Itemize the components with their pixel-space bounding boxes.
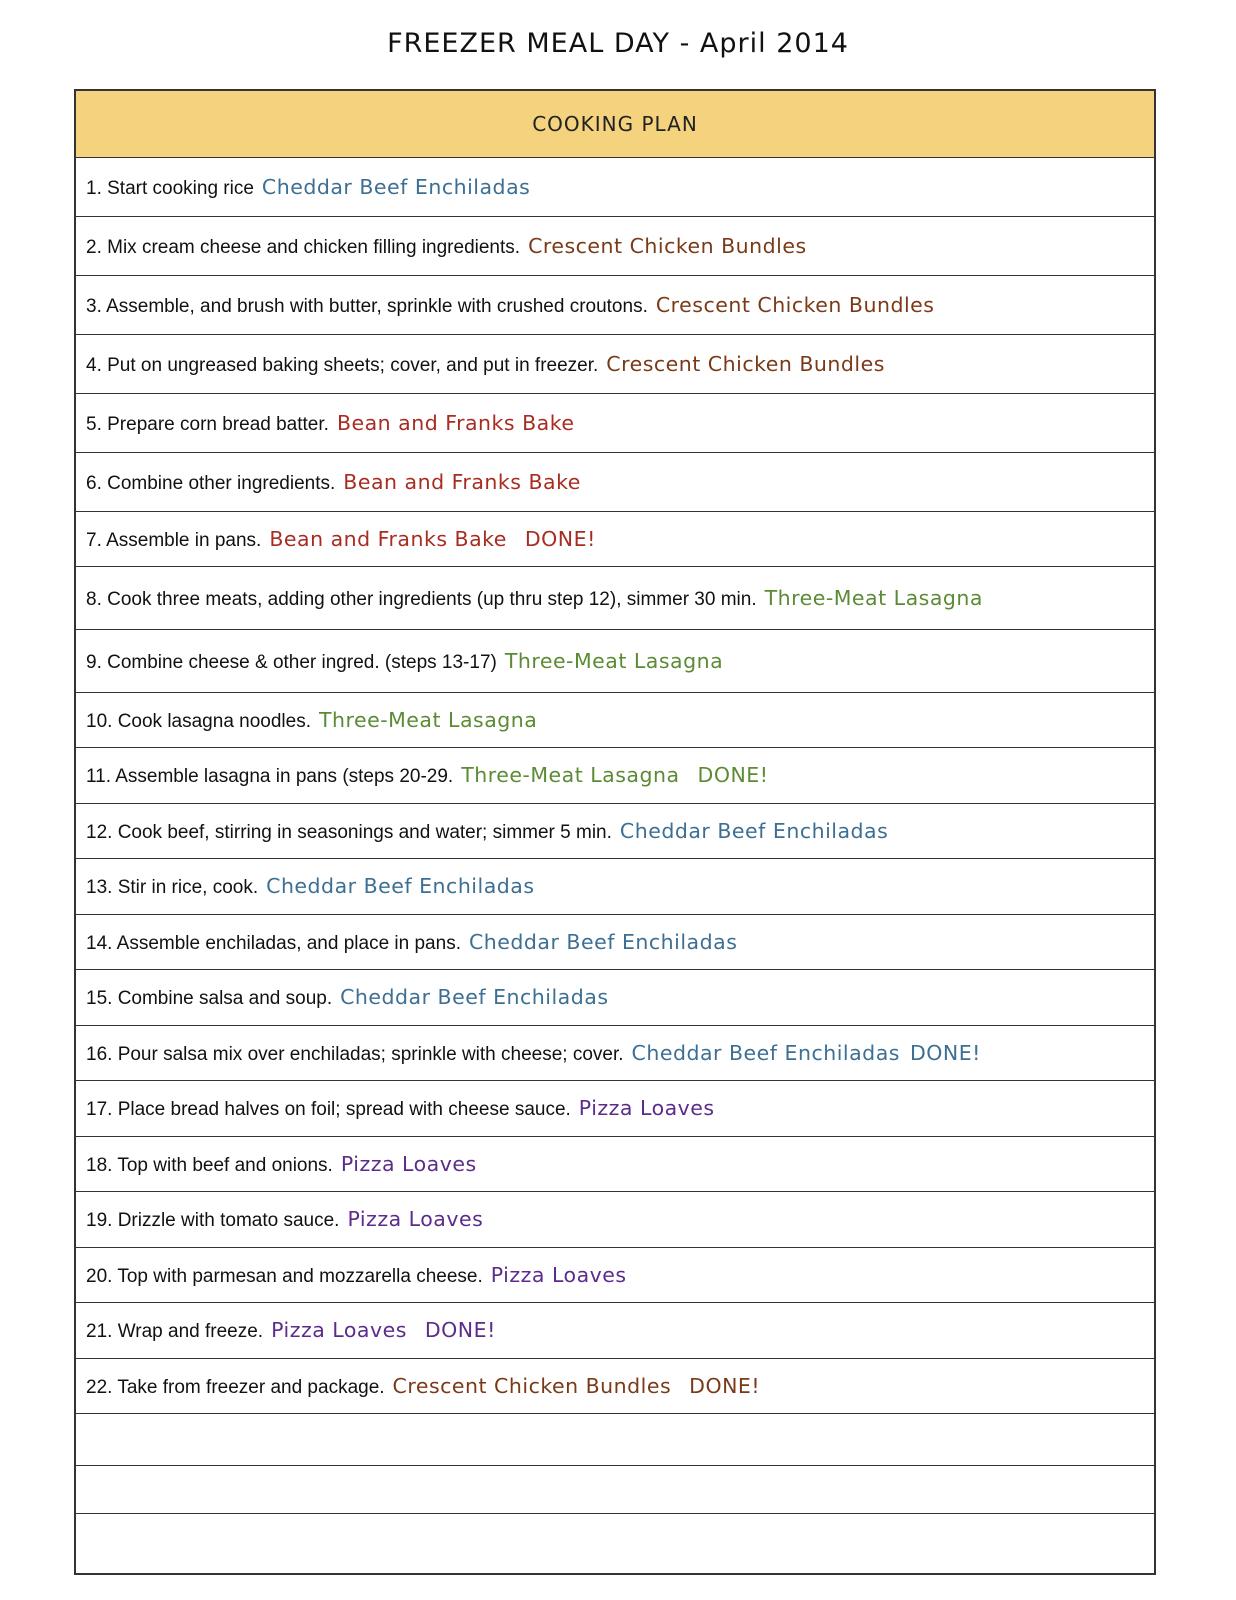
table-row xyxy=(75,1081,1155,1137)
table-header: COOKING PLAN xyxy=(75,90,1155,158)
table-row xyxy=(75,335,1155,394)
step-text: 5. Prepare corn bread batter. xyxy=(86,413,329,435)
step-text: 19. Drizzle with tomato sauce. xyxy=(86,1210,340,1231)
table-row xyxy=(75,394,1155,453)
step-text: 11. Assemble lasagna in pans (steps 20-29. xyxy=(86,766,454,787)
table-row xyxy=(75,915,1155,970)
step-cell xyxy=(75,217,1155,276)
recipe-tag: Pizza Loaves xyxy=(340,1151,477,1176)
recipe-tag: Three-Meat Lasagna xyxy=(764,585,983,610)
recipe-tag: Cheddar Beef Enchiladas xyxy=(340,985,609,1009)
step-text: 8. Cook three meats, adding other ingredients (up thru step 12), simmer 30 min. xyxy=(86,588,757,610)
recipe-tag: Cheddar Beef Enchiladas xyxy=(468,929,738,954)
step-cell xyxy=(75,804,1155,859)
recipe-tag: Pizza Loaves xyxy=(271,1318,407,1342)
step-cell xyxy=(75,630,1155,693)
table-row xyxy=(75,1303,1155,1359)
recipe-tag: Three-Meat Lasagna xyxy=(319,707,538,732)
step-text: 7. Assemble in pans. xyxy=(86,529,262,551)
step-text: 22. Take from freezer and package. xyxy=(86,1376,385,1398)
recipe-tag: Crescent Chicken Bundles xyxy=(606,351,885,376)
step-text: 9. Combine cheese & other ingred. (steps 13-17) xyxy=(86,651,497,673)
step-cell xyxy=(75,1192,1155,1248)
table-row xyxy=(75,1192,1155,1248)
empty-row xyxy=(75,1514,1155,1574)
table-row xyxy=(75,1248,1155,1303)
table-row xyxy=(75,1359,1155,1414)
table-row xyxy=(75,567,1155,630)
empty-cell xyxy=(75,1414,1155,1466)
recipe-tag: Pizza Loaves xyxy=(490,1262,627,1287)
step-cell xyxy=(75,970,1155,1026)
step-cell xyxy=(75,859,1155,915)
step-text: 20. Top with parmesan and mozzarella cheese. xyxy=(86,1265,483,1287)
table-row xyxy=(75,970,1155,1026)
step-cell xyxy=(75,1081,1155,1137)
recipe-tag: Pizza Loaves xyxy=(347,1207,484,1231)
recipe-tag: Bean and Franks Bake xyxy=(336,410,575,435)
step-cell xyxy=(75,693,1155,748)
recipe-tag: Three-Meat Lasagna xyxy=(504,648,724,673)
table-row xyxy=(75,158,1155,217)
step-text: 6. Combine other ingredients. xyxy=(86,472,336,494)
table-row xyxy=(75,859,1155,915)
empty-cell xyxy=(75,1466,1155,1514)
step-text: 12. Cook beef, stirring in seasonings and water; simmer 5 min. xyxy=(86,821,612,843)
step-text: 15. Combine salsa and soup. xyxy=(86,988,333,1009)
table-header-row xyxy=(75,90,1155,158)
step-text: 16. Pour salsa mix over enchiladas; sprinkle with cheese; cover. xyxy=(86,1043,624,1065)
recipe-tag: Crescent Chicken Bundles xyxy=(655,292,935,317)
recipe-tag: Pizza Loaves xyxy=(578,1096,715,1120)
table-row xyxy=(75,630,1155,693)
step-cell xyxy=(75,158,1155,217)
step-text: 1. Start cooking rice xyxy=(86,177,254,199)
recipe-tag: Bean and Franks Bake xyxy=(269,526,507,551)
table-row xyxy=(75,804,1155,859)
step-cell xyxy=(75,1359,1155,1414)
done-badge: DONE! xyxy=(424,1318,496,1342)
done-badge: DONE! xyxy=(524,526,596,551)
step-cell xyxy=(75,335,1155,394)
step-cell xyxy=(75,1303,1155,1359)
done-badge: DONE! xyxy=(697,763,769,787)
table-row xyxy=(75,1137,1155,1192)
recipe-tag: Crescent Chicken Bundles xyxy=(528,233,807,258)
table-row xyxy=(75,217,1155,276)
empty-row xyxy=(75,1414,1155,1466)
step-text: 14. Assemble enchiladas, and place in pans. xyxy=(86,932,461,954)
table-row xyxy=(75,1026,1155,1081)
step-cell xyxy=(75,394,1155,453)
step-cell xyxy=(75,1137,1155,1192)
step-cell xyxy=(75,1248,1155,1303)
step-text: 2. Mix cream cheese and chicken filling ingredients. xyxy=(86,236,521,258)
step-cell xyxy=(75,453,1155,512)
empty-row xyxy=(75,1466,1155,1514)
recipe-tag: Cheddar Beef Enchiladas xyxy=(261,174,531,199)
recipe-tag: Bean and Franks Bake xyxy=(343,469,581,494)
step-text: 13. Stir in rice, cook. xyxy=(86,877,259,898)
step-cell xyxy=(75,567,1155,630)
table-row xyxy=(75,748,1155,804)
table-row xyxy=(75,453,1155,512)
step-cell xyxy=(75,276,1155,335)
step-text: 18. Top with beef and onions. xyxy=(86,1154,333,1176)
recipe-tag: Cheddar Beef Enchiladas xyxy=(266,874,535,898)
recipe-tag: Crescent Chicken Bundles xyxy=(392,1373,672,1398)
step-cell xyxy=(75,915,1155,970)
step-cell xyxy=(75,1026,1155,1081)
table-row xyxy=(75,693,1155,748)
table-row xyxy=(75,276,1155,335)
step-cell xyxy=(75,748,1155,804)
step-cell xyxy=(75,512,1155,567)
done-badge: DONE! xyxy=(909,1040,981,1065)
recipe-tag: Three-Meat Lasagna xyxy=(461,763,680,787)
cooking-plan-table xyxy=(74,89,1156,1575)
recipe-tag: Cheddar Beef Enchiladas xyxy=(631,1040,900,1065)
step-text: 4. Put on ungreased baking sheets; cover, and put in freezer. xyxy=(86,354,599,376)
recipe-tag: Cheddar Beef Enchiladas xyxy=(619,818,889,843)
table-row xyxy=(75,512,1155,567)
done-badge: DONE! xyxy=(689,1373,761,1398)
step-text: 10. Cook lasagna noodles. xyxy=(86,710,311,732)
page-title: FREEZER MEAL DAY - April 2014 xyxy=(387,28,849,59)
empty-cell xyxy=(75,1514,1155,1574)
step-text: 21. Wrap and freeze. xyxy=(86,1321,264,1342)
step-text: 3. Assemble, and brush with butter, sprinkle with crushed croutons. xyxy=(86,295,648,317)
step-text: 17. Place bread halves on foil; spread with cheese sauce. xyxy=(86,1099,571,1120)
